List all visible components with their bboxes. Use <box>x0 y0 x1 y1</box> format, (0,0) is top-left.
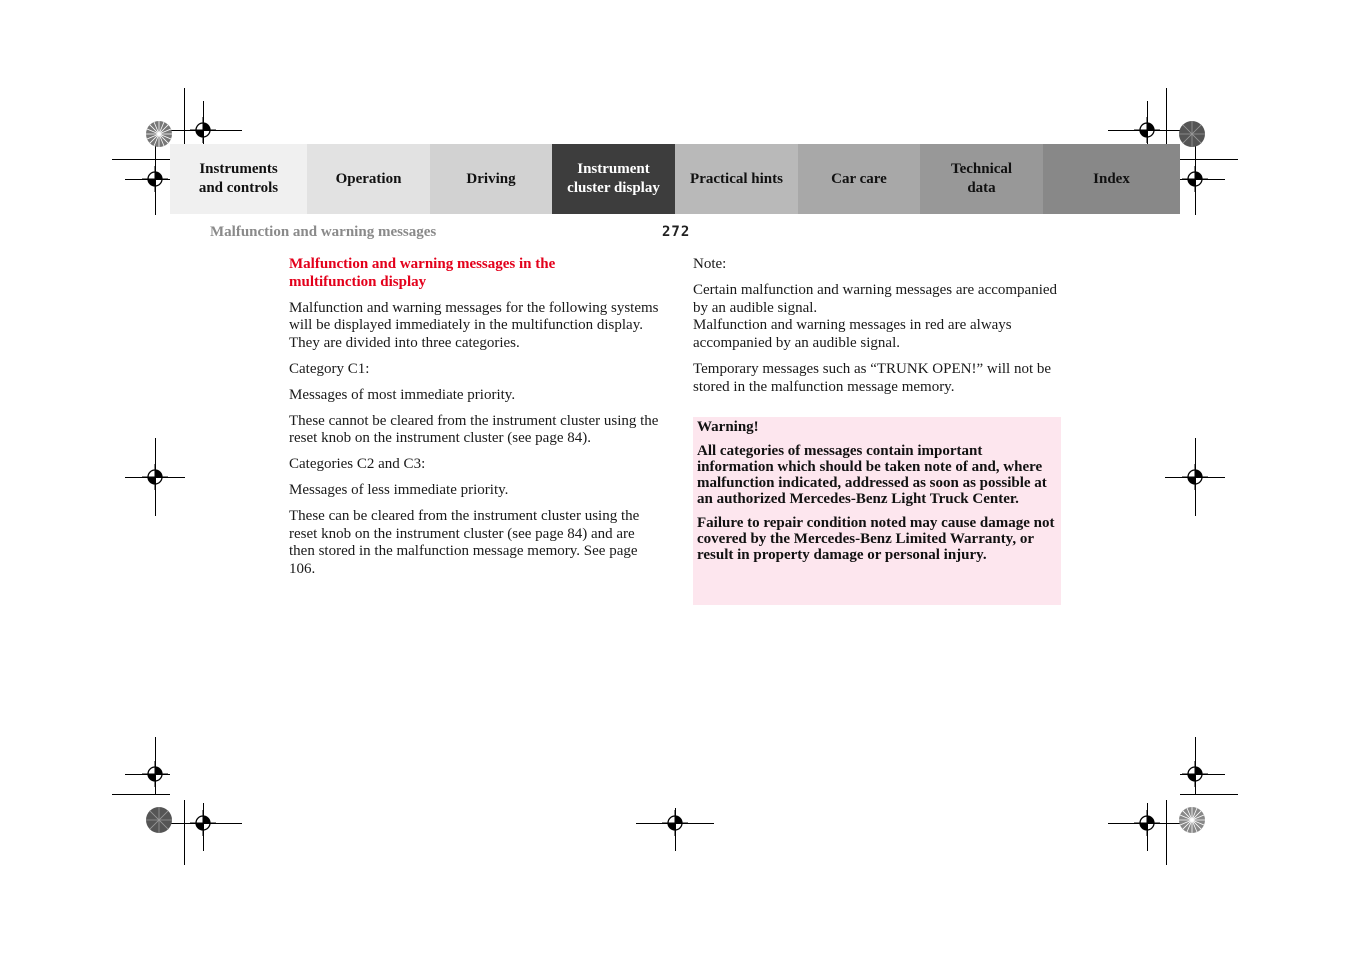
registration-target-icon <box>1182 761 1208 787</box>
tab-practical-hints[interactable] <box>675 144 798 214</box>
crop-line <box>112 794 170 795</box>
registration-target-icon <box>1182 464 1208 490</box>
paragraph: These can be cleared from the instrument cluster using the reset knob on the instrument cluster (see page 84) and are then stored in the malfunction message memory. See page 106. <box>289 507 640 578</box>
paragraph <box>289 300 659 353</box>
section-title: Malfunction and warning messages <box>210 224 437 240</box>
page-number: 272 <box>662 224 691 240</box>
heading-line: multifunction display <box>289 273 427 290</box>
warning-paragraph: Failure to repair condition noted may cause damage not covered by the Mercedes-Benz Limited Warranty, or result in property damage or personal injury. <box>697 515 1055 563</box>
tab-car-care[interactable] <box>798 144 920 214</box>
tab-label: data <box>967 180 996 196</box>
registration-target-icon <box>142 464 168 490</box>
tab-label: Instrument <box>577 161 650 177</box>
tab-label: cluster display <box>567 180 660 196</box>
crop-line <box>184 88 185 150</box>
tab-driving[interactable] <box>430 144 552 214</box>
warning-title: Warning! <box>697 419 759 435</box>
crop-line <box>1180 794 1238 795</box>
registration-target-icon <box>1182 166 1208 192</box>
warning-paragraph: All categories of messages contain important information which should be taken note of and, where malfunction indicated, addressed as soon as possible at an authorized Mercedes-Benz Light Truck Center. <box>697 443 1047 507</box>
registration-target-icon <box>1134 117 1160 143</box>
paragraph: Categories C2 and C3: <box>289 456 426 473</box>
tab-label: Car care <box>831 170 887 187</box>
tab-index[interactable] <box>1043 144 1180 214</box>
tab-label: Technical <box>950 161 1013 177</box>
crop-line <box>1166 800 1167 865</box>
right-column <box>693 256 1061 405</box>
registration-target-icon <box>190 810 216 836</box>
color-rosette-icon <box>1178 806 1206 834</box>
article-heading <box>289 256 659 292</box>
paragraph: Messages of less immediate priority. <box>289 481 509 498</box>
tab-label: Instruments <box>199 161 278 177</box>
tab-label: Operation <box>335 170 402 187</box>
warning-box <box>693 417 1061 605</box>
crop-line <box>112 159 170 160</box>
registration-target-icon <box>142 761 168 787</box>
color-rosette-icon <box>145 120 173 148</box>
heading-line: Malfunction and warning messages in the <box>289 256 556 272</box>
note-label: Note: <box>693 256 727 272</box>
paragraph-text: Certain malfunction and warning messages are accompanied by an audible signal. <box>693 281 1058 316</box>
paragraph-text: Malfunction and warning messages for the following systems will be displayed immediately in the multifunction display. <box>289 299 659 334</box>
registration-target-icon <box>662 810 688 836</box>
left-column <box>289 256 659 587</box>
paragraph: Messages of most immediate priority. <box>289 386 516 403</box>
color-rosette-icon <box>1178 120 1206 148</box>
tab-label: Index <box>1093 170 1130 187</box>
tab-instrument-cluster-display[interactable] <box>552 144 675 214</box>
crop-line <box>1180 159 1238 160</box>
registration-target-icon <box>142 166 168 192</box>
tab-label: Practical hints <box>690 170 783 187</box>
tab-label: and controls <box>198 180 279 196</box>
tab-label: Driving <box>466 170 516 187</box>
paragraph: These cannot be cleared from the instrument cluster using the reset knob on the instrument cluster (see page 84). <box>289 412 659 447</box>
tab-technical-data[interactable] <box>920 144 1043 214</box>
note-paragraph: Temporary messages such as “TRUNK OPEN!” will not be stored in the malfunction message memory. <box>693 360 1052 395</box>
crop-line <box>184 800 185 865</box>
paragraph-text: Malfunction and warning messages in red are always accompanied by an audible signal. <box>693 317 1012 352</box>
tab-operation[interactable] <box>307 144 430 214</box>
chapter-tab-bar <box>170 144 1180 214</box>
paragraph-text: They are divided into three categories. <box>289 335 520 352</box>
registration-target-icon <box>190 117 216 143</box>
crop-line <box>1166 88 1167 150</box>
color-rosette-icon <box>145 806 173 834</box>
registration-target-icon <box>1134 810 1160 836</box>
paragraph: Category C1: <box>289 360 370 377</box>
note-paragraph <box>693 282 1061 353</box>
tab-instruments-and-controls[interactable] <box>170 144 307 214</box>
